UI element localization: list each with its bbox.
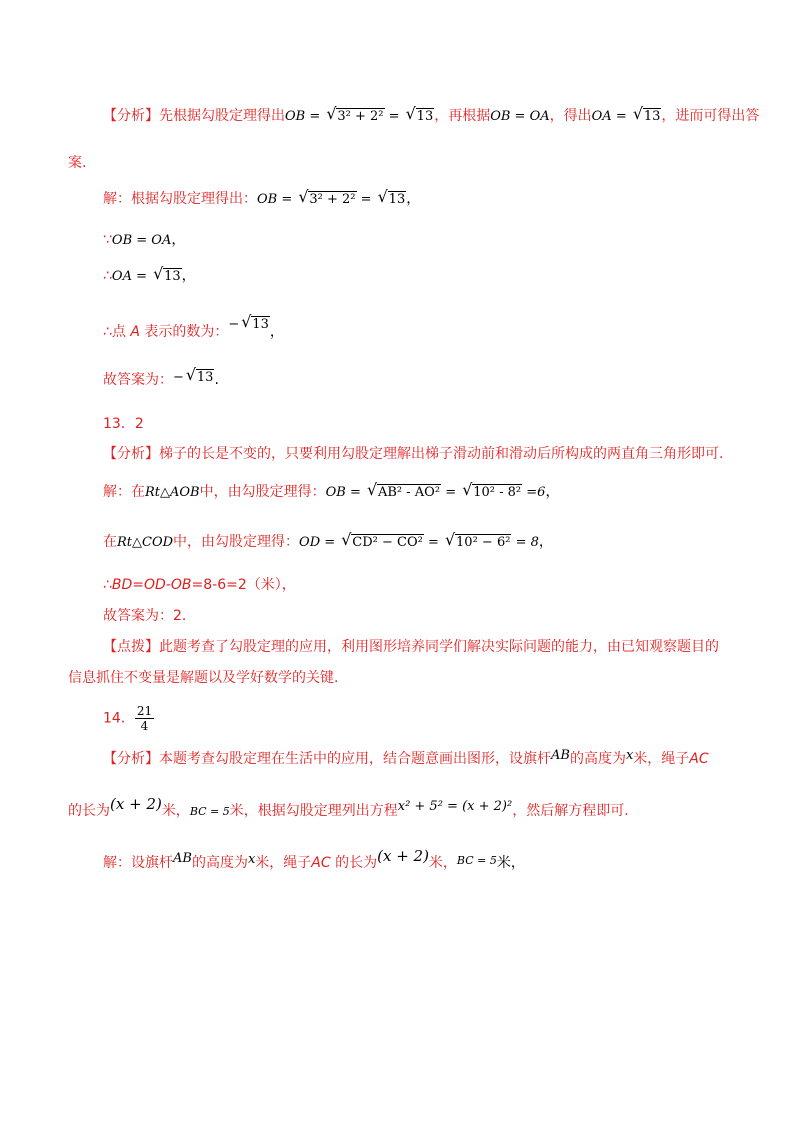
formula: OB = √ 3² + 2² = √ 13 (257, 192, 406, 207)
therefore-symbol: ∴ (103, 268, 112, 284)
formula: −√ 13 (228, 317, 269, 332)
tip-line-2: 信息抓住不变量是解题以及学好数学的关键. (68, 670, 339, 686)
analysis-14-line-1: 【分析】本题考查勾股定理在生活中的应用，结合题意画出图形，设旗杆AB的高度为x米，绳子AC (103, 748, 709, 767)
formula: x² + 5² = (x + 2)² (397, 799, 513, 814)
point-a-line: ∴点 A 表示的数为：−√ 13， (103, 322, 284, 343)
formula: OB = OA (111, 233, 172, 248)
solution-13-line-2: 在Rt△COD中，由勾股定理得：OD = √ CD² − CO² = √ 10² − 6² = 8， (103, 532, 553, 553)
fraction: $\frac{21}{4}$ (136, 704, 153, 733)
therefore-line: ∴OA = √ 13， (103, 266, 196, 287)
formula: AB (551, 748, 570, 763)
analysis-line-1: 【分析】先根据勾股定理得出OB = √ 3² + 2² = √ 13，再根据OB = OA，得出OA = √ 13，进而可得出答 (103, 106, 759, 127)
formula: AB (173, 851, 192, 866)
analysis-13: 【分析】梯子的长是不变的，只要利用勾股定理解出梯子滑动前和滑动后所构成的两直角三角形即可. (103, 446, 724, 462)
formula: (x + 2) (377, 847, 429, 865)
formula: (x + 2) (110, 795, 162, 813)
question-13-number: 13．2 (103, 416, 144, 432)
because-symbol: ∵ (103, 232, 112, 248)
formula: OA = √ 13 (112, 269, 182, 284)
formula: OA = √ 13 (592, 109, 662, 124)
formula: OB = √ AB² - AO² = √ 10² - 8² =6 (326, 485, 546, 500)
tip-line-1: 【点拨】此题考查了勾股定理的应用，利用图形培养同学们解决实际问题的能力，由已知观察题目的 (103, 639, 719, 655)
formula: Rt△COD (117, 535, 174, 550)
analysis-tag: 【分析】 (103, 108, 159, 124)
solution-line-1: 解：根据勾股定理得出：OB = √ 3² + 2² = √ 13， (103, 189, 420, 210)
analysis-line-2: 案. (68, 155, 87, 171)
solution-13-line-1: 解：在Rt△AOB中，由勾股定理得：OB = √ AB² - AO² = √ 10² - 8² =6， (103, 482, 559, 503)
formula: BC = 5 (456, 854, 497, 867)
formula: OB = √ 3² + 2² = √ 13 (285, 109, 434, 124)
formula: −√ 13 (173, 370, 214, 385)
answer-13: 故答案为：2. (103, 608, 187, 624)
formula: OB = OA (490, 109, 550, 124)
analysis-14-line-2: 的长为(x + 2)米，BC = 5米，根据勾股定理列出方程x² + 5² = (x + 2)²，然后解方程即可. (68, 795, 629, 819)
formula: Rt△AOB (145, 485, 200, 500)
formula: BC = 5 (189, 805, 230, 818)
because-line: ∵OB = OA， (103, 232, 186, 248)
formula: x (625, 748, 634, 763)
formula: OD = √ CD² − CO² = √ 10² − 6² = 8 (299, 535, 539, 550)
solution-13-line-3: ∴BD=OD-OB=8-6=2（米）， (103, 577, 296, 593)
answer-line-1: 故答案为：−√ 13. (103, 370, 219, 391)
question-14-number: 14． $\frac{21}{4}$ (103, 704, 153, 733)
formula: x (247, 852, 256, 867)
solution-14-line-1: 解：设旗杆AB的高度为x米，绳子AC 的长为(x + 2)米，$^{BC = 5}$米， (103, 847, 525, 871)
